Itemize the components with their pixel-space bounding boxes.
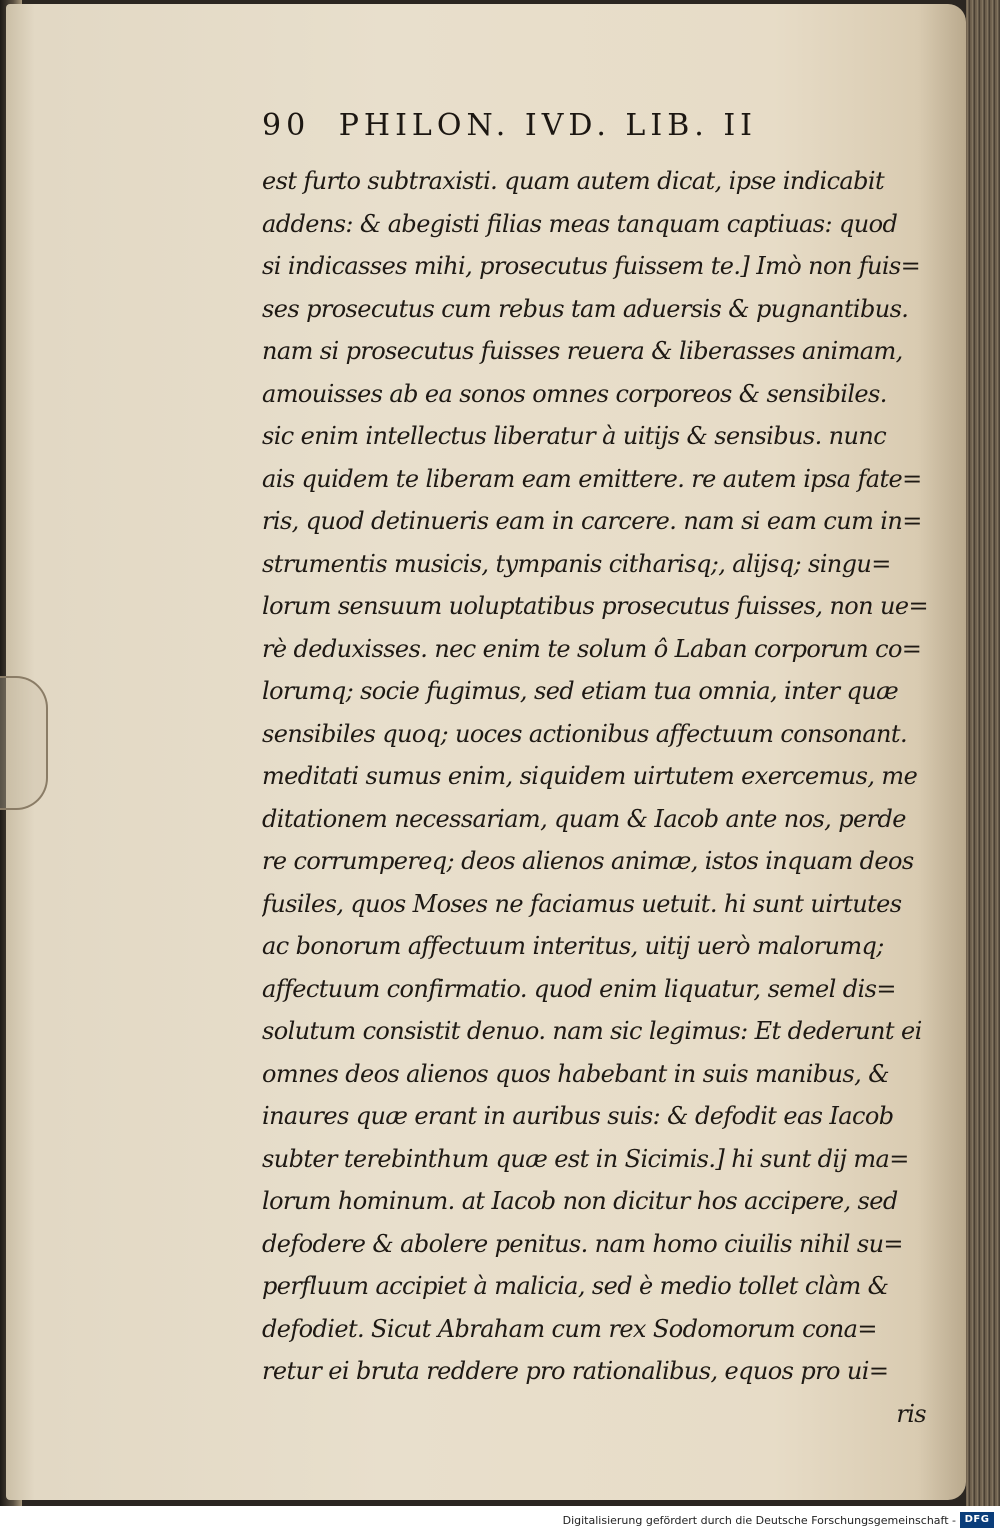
text-body <box>262 160 938 1435</box>
catchword: ris <box>896 1399 926 1428</box>
text-line: lorum hominum. at Iacob non dicitur hos accipere, sed <box>262 1187 898 1215</box>
text-line: nam si prosecutus fuisses reuera & liberasses animam, <box>262 337 903 365</box>
text-line: perfluum accipiet à malicia, sed è medio tollet clàm & <box>262 1272 889 1300</box>
text-line: lorum sensuum uoluptatibus prosecutus fuisses, non ue= <box>262 592 929 620</box>
text-line: solutum consistit denuo. nam sic legimus: Et dederunt ei <box>262 1017 922 1045</box>
text-line: rè deduxisses. nec enim te solum ô Laban corporum co= <box>262 634 922 663</box>
text-line: re corrumpereq; deos alienos animæ, istos inquam deos <box>262 847 914 875</box>
text-line: strumentis musicis, tympanis citharisq;, alijsq; singu= <box>262 549 891 578</box>
text-line: defodere & abolere penitus. nam homo ciuilis nihil su= <box>262 1229 903 1258</box>
text-line: ditationem necessariam, quam & Iacob ante nos, perde <box>262 804 906 833</box>
digitization-footer <box>0 1506 1000 1536</box>
text-line: lorumq; socie fugimus, sed etiam tua omnia, inter quæ <box>262 677 899 705</box>
funding-credit: Digitalisierung gefördert durch die Deutsche Forschungsgemeinschaft - <box>562 1514 956 1527</box>
page-edges <box>966 0 1000 1506</box>
text-line: omnes deos alienos quos habebant in suis manibus, & <box>262 1059 889 1088</box>
text-line: inaures quæ erant in auribus suis: & defodit eas Iacob <box>262 1102 894 1130</box>
text-line: fusiles, quos Moses ne faciamus uetuit. hi sunt uirtutes <box>262 889 902 918</box>
dfg-logo-icon: DFG <box>960 1512 994 1528</box>
text-line: ris, quod detinueris eam in carcere. nam si eam cum in= <box>262 507 922 535</box>
text-line: ac bonorum affectuum interitus, uitij uerò malorumq; <box>262 932 884 960</box>
text-line: sensibiles quoq; uoces actionibus affectuum consonant. <box>262 719 907 748</box>
text-line: sic enim intellectus liberatur à uitijs & sensibus. nunc <box>262 422 887 450</box>
text-line: ais quidem te liberam eam emittere. re autem ipsa fate= <box>262 464 922 493</box>
text-line: si indicasses mihi, prosecutus fuissem te.] Imò non fuis= <box>262 252 921 280</box>
page-tab-outline <box>0 676 48 810</box>
text-line: meditati sumus enim, siquidem uirtutem exercemus, me <box>262 762 918 790</box>
text-line: defodiet. Sicut Abraham cum rex Sodomorum cona= <box>262 1314 877 1343</box>
text-line: subter terebinthum quæ est in Sicimis.] hi sunt dij ma= <box>262 1144 909 1173</box>
text-line: ses prosecutus cum rebus tam aduersis & pugnantibus. <box>262 294 909 323</box>
text-line: addens: & abegisti filias meas tanquam captiuas: quod <box>262 209 898 238</box>
text-line: amouisses ab ea sonos omnes corporeos & sensibiles. <box>262 379 887 408</box>
text-line: affectuum confirmatio. quod enim liquatur, semel dis= <box>262 974 896 1003</box>
text-line: retur ei bruta reddere pro rationalibus, equos pro ui= <box>262 1357 889 1385</box>
page-number: 90 <box>262 108 311 143</box>
running-title: PHILON. IVD. LIB. II <box>338 108 758 143</box>
text-line: est furto subtraxisti. quam autem dicat, ipse indicabit <box>262 167 884 195</box>
running-header <box>262 108 757 143</box>
